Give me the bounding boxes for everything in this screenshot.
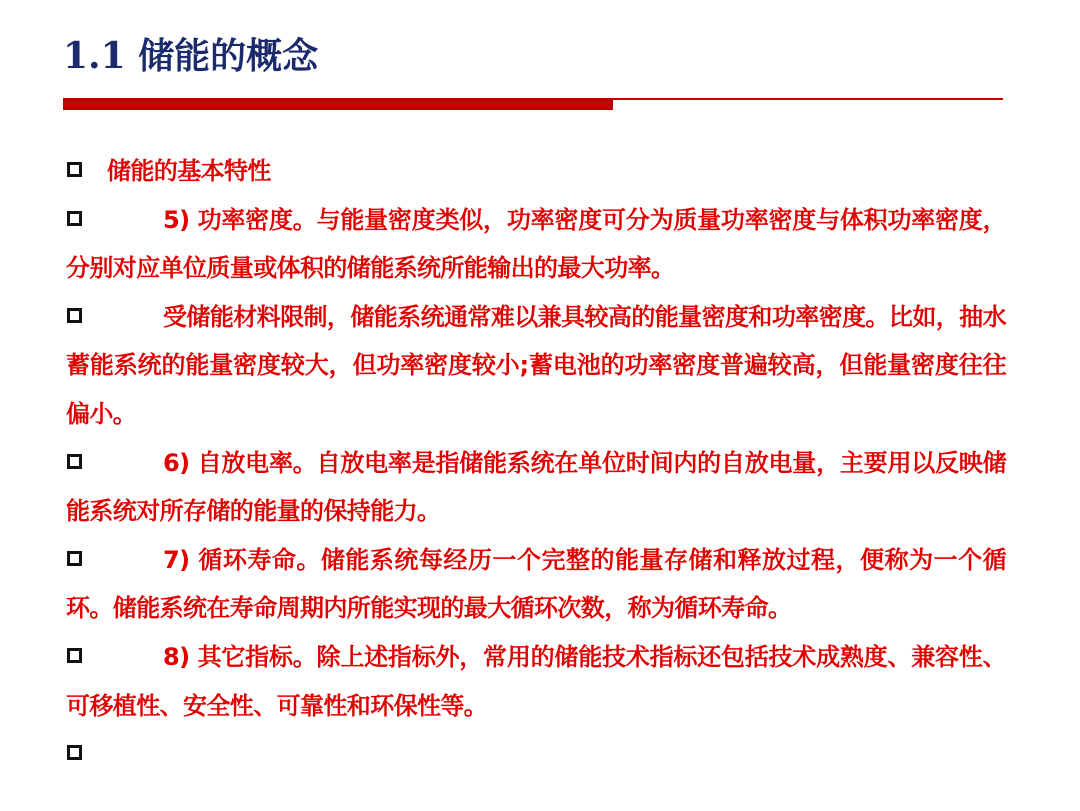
bullet-text: 受储能材料限制，储能系统通常难以兼具较高的能量密度和功率密度。比如，抽水蓄能系统的能量密度较大，但功率密度较小;蓄电池的功率密度普遍较高，但能量密度往往偏小。 <box>66 302 1006 428</box>
bullet-item <box>66 536 1006 633</box>
section-heading: 储能的基本特性 <box>107 157 271 185</box>
bullet-text: 8) 其它指标。除上述指标外，常用的储能技术指标还包括技术成熟度、兼容性、可移植性、安全性、可靠性和环保性等。 <box>66 642 1006 720</box>
bullet-text: 5) 功率密度。与能量密度类似，功率密度可分为质量功率密度与体积功率密度，分别对应单位质量或体积的储能系统所能输出的最大功率。 <box>66 205 1006 283</box>
slide-content <box>66 147 1006 779</box>
title-underline-thin <box>613 98 1003 100</box>
square-bullet-icon <box>67 211 82 226</box>
bullet-text: 7) 循环寿命。储能系统每经历一个完整的能量存储和释放过程，便称为一个循环。储能系统在寿命周期内所能实现的最大循环次数，称为循环寿命。 <box>66 545 1006 623</box>
square-bullet-icon <box>67 648 82 663</box>
square-bullet-icon <box>67 308 82 323</box>
bullet-text: 6) 自放电率。自放电率是指储能系统在单位时间内的自放电量，主要用以反映储能系统对所存储的能量的保持能力。 <box>66 448 1006 526</box>
empty-bullet-item <box>66 730 1006 779</box>
square-bullet-icon <box>67 454 82 469</box>
bullet-item <box>66 293 1006 439</box>
bullet-item <box>66 147 1006 196</box>
bullet-item <box>66 196 1006 293</box>
slide-title: 1.1 储能的概念 <box>63 35 319 77</box>
title-underline-thick <box>63 98 613 110</box>
square-bullet-icon <box>67 551 82 566</box>
square-bullet-icon <box>67 745 82 760</box>
bullet-item <box>66 439 1006 536</box>
bullet-item <box>66 633 1006 730</box>
square-bullet-icon <box>67 162 82 177</box>
